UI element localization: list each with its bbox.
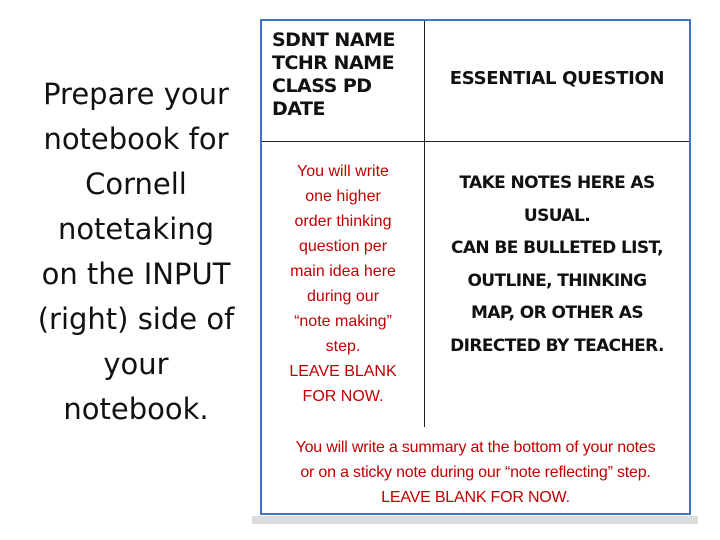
notes-column-text <box>428 167 686 362</box>
instruction-line: notebook. <box>63 392 209 426</box>
instruction-line: Prepare your <box>43 77 229 111</box>
instruction-line: your <box>103 347 169 381</box>
cue-line: one higher <box>305 188 381 205</box>
essential-question-label: ESSENTIAL QUESTION <box>449 68 665 89</box>
notes-line: MAP, OR OTHER AS <box>471 303 643 323</box>
header-class-period: CLASS PD <box>272 75 372 97</box>
cue-line: main idea here <box>290 263 396 280</box>
instruction-line: (right) side of <box>37 302 235 336</box>
cue-line: step. <box>325 338 361 355</box>
header-divider <box>262 141 689 142</box>
notes-line: DIRECTED BY TEACHER. <box>450 335 664 356</box>
notes-line: TAKE NOTES HERE AS <box>459 173 655 193</box>
cue-line: “note making” <box>294 313 392 330</box>
cue-line: You will write <box>297 163 389 180</box>
cue-line: during our <box>306 288 380 305</box>
header-info <box>272 29 395 121</box>
notes-line: OUTLINE, THINKING <box>467 270 647 291</box>
instruction-line: notebook for <box>43 122 229 156</box>
instruction-text <box>22 72 250 432</box>
instruction-line: notetaking <box>57 212 215 246</box>
summary-line: or on a sticky note during our “note reflecting” step. <box>300 464 651 481</box>
cue-line: question per <box>298 238 388 255</box>
instruction-line: Cornell <box>85 167 187 201</box>
summary-line: You will write a summary at the bottom of your notes <box>295 439 656 456</box>
header-teacher-name: TCHR NAME <box>272 52 395 74</box>
summary-line: LEAVE BLANK FOR NOW. <box>381 489 570 506</box>
header-date: DATE <box>272 98 325 120</box>
page-bottom-shadow <box>252 516 698 524</box>
notes-line: CAN BE BULLETED LIST, <box>451 238 663 258</box>
cue-line: order thinking <box>294 213 392 230</box>
instruction-line: on the INPUT <box>41 257 231 291</box>
summary-section-text <box>264 435 687 510</box>
cue-line: LEAVE BLANK <box>289 363 397 380</box>
cornell-notes-template <box>260 19 691 515</box>
header-student-name: SDNT NAME <box>272 29 395 51</box>
cue-line: FOR NOW. <box>302 388 384 405</box>
cue-column-text <box>266 159 420 409</box>
notes-line: USUAL. <box>523 205 591 226</box>
